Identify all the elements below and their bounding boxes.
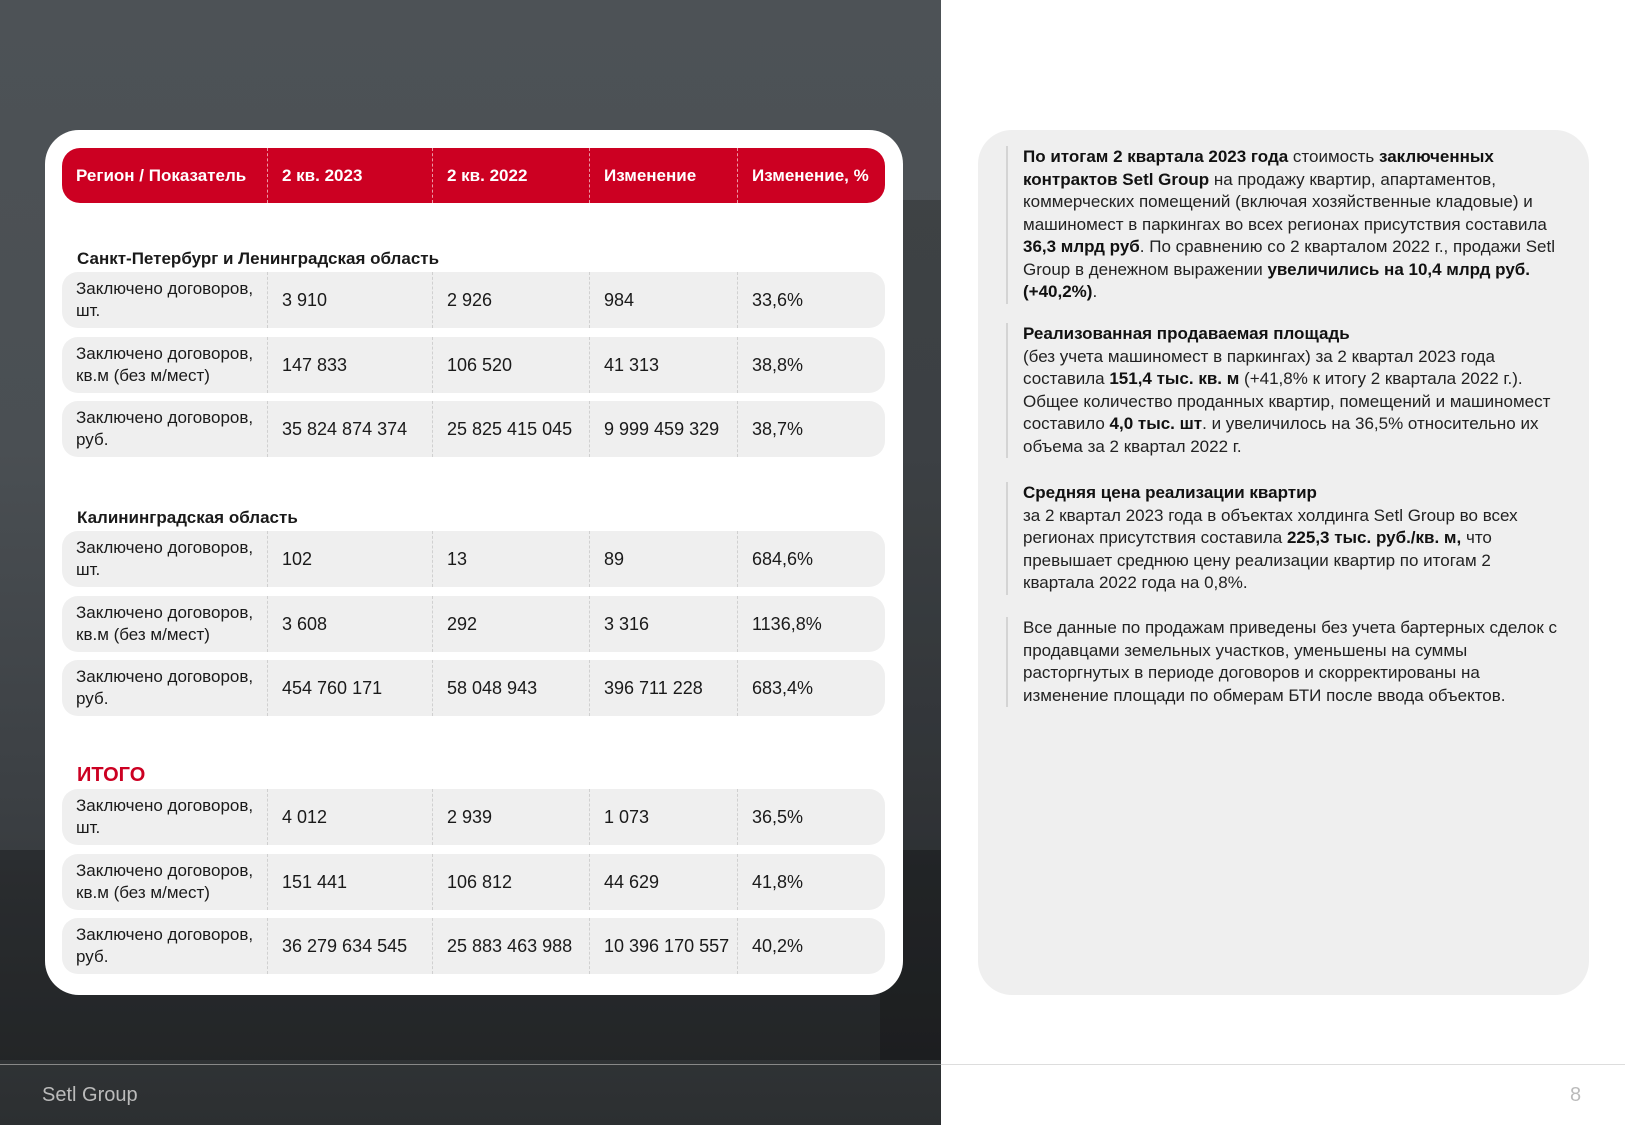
cell-change-pct: 33,6% — [737, 272, 803, 328]
cell-q2023: 147 833 — [267, 337, 347, 393]
text: (+41,8% к итогу 2 квартала 2022 г.). Общее количество проданных квартир, помещений и машиномест составило — [1023, 369, 1551, 433]
cell-q2022: 2 926 — [432, 272, 492, 328]
cell-change: 984 — [589, 272, 634, 328]
summary-paragraph-price — [1006, 482, 1566, 595]
cell-label: Заключено договоров, кв.м (без м/мест) — [76, 861, 254, 902]
table-row — [62, 918, 885, 974]
text: . По сравнению со 2 кварталом 2022 г., продажи Setl Group в денежном выражении — [1023, 237, 1555, 279]
cell-q2022: 106 812 — [432, 854, 512, 910]
section-title: ИТОГО — [77, 764, 146, 786]
text: . и увеличилось на 36,5% относительно их объема за 2 квартал 2022 г. — [1023, 414, 1539, 456]
text: Все данные по продажам приведены без учета бартерных сделок с продавцами земельных участков, уменьшены на суммы расторгнутых в периоде договоров и скорректированы на изменение площади по обмерам БТИ после ввода объектов. — [1023, 618, 1557, 705]
cell-q2022: 25 825 415 045 — [432, 401, 572, 457]
col-header-change: Изменение — [589, 148, 696, 203]
cell-change-pct: 684,6% — [737, 531, 813, 587]
table-row — [62, 596, 885, 652]
cell-q2022: 106 520 — [432, 337, 512, 393]
bold-text: 225,3 тыс. руб./кв. м, — [1286, 528, 1462, 547]
cell-change: 89 — [589, 531, 624, 587]
cell-label: Заключено договоров, кв.м (без м/мест) — [76, 603, 254, 644]
section-title: Калининградская область — [77, 508, 298, 527]
cell-change: 10 396 170 557 — [589, 918, 729, 974]
bold-text: 151,4 тыс. кв. м — [1109, 369, 1240, 388]
cell-q2022: 25 883 463 988 — [432, 918, 572, 974]
cell-q2023: 3 608 — [267, 596, 327, 652]
bold-text: заключенных контрактов Setl Group — [1023, 147, 1494, 189]
cell-q2023: 36 279 634 545 — [267, 918, 407, 974]
cell-q2023: 454 760 171 — [267, 660, 382, 716]
cell-label: Заключено договоров, руб. — [76, 408, 254, 449]
table-row — [62, 854, 885, 910]
text: что превышает среднюю цену реализации квартир по итогам 2 квартала 2022 года на 0,8%. — [1023, 528, 1492, 592]
bold-text: Реализованная продаваемая площадь — [1023, 324, 1350, 343]
cell-change-pct: 38,8% — [737, 337, 803, 393]
cell-q2023: 4 012 — [267, 789, 327, 845]
cell-change: 396 711 228 — [589, 660, 703, 716]
table-row — [62, 531, 885, 587]
table-row — [62, 789, 885, 845]
table-row — [62, 660, 885, 716]
table-row — [62, 272, 885, 328]
bold-text: увеличились на 10,4 млрд руб. (+40,2%) — [1023, 259, 1530, 301]
cell-change: 44 629 — [589, 854, 659, 910]
cell-q2022: 292 — [432, 596, 477, 652]
cell-q2023: 151 441 — [267, 854, 347, 910]
bold-text: 4,0 тыс. шт — [1109, 414, 1203, 433]
cell-change-pct: 36,5% — [737, 789, 803, 845]
summary-panel — [978, 130, 1589, 995]
summary-paragraph-sales — [1006, 146, 1566, 304]
cell-label: Заключено договоров, руб. — [76, 925, 254, 966]
bold-text: По итогам 2 квартала 2023 года — [1023, 147, 1289, 166]
cell-change-pct: 40,2% — [737, 918, 803, 974]
cell-change: 1 073 — [589, 789, 649, 845]
bold-text: 36,3 млрд руб — [1023, 237, 1140, 256]
text: за 2 квартал 2023 года в объектах холдинга Setl Group во всех регионах присутствия составила — [1023, 505, 1518, 547]
cell-change-pct: 41,8% — [737, 854, 803, 910]
footer-divider-dark — [0, 1064, 941, 1065]
table-header — [62, 148, 885, 203]
table-row — [62, 337, 885, 393]
cell-change: 9 999 459 329 — [589, 401, 719, 457]
section-title: Санкт-Петербург и Ленинградская область — [77, 249, 440, 268]
cell-label: Заключено договоров, шт. — [76, 796, 254, 837]
summary-paragraph-note — [1006, 617, 1566, 707]
cell-change: 3 316 — [589, 596, 649, 652]
col-header-q2022: 2 кв. 2022 — [432, 148, 527, 203]
bold-text: Средняя цена реализации квартир — [1023, 483, 1317, 502]
text: стоимость — [1288, 147, 1379, 166]
text: (без учета машиномест в паркингах) за 2 квартал 2023 года составила — [1023, 346, 1495, 388]
cell-label: Заключено договоров, кв.м (без м/мест) — [76, 344, 254, 385]
cell-q2022: 58 048 943 — [432, 660, 537, 716]
cell-label: Заключено договоров, шт. — [76, 279, 254, 320]
summary-paragraph-area — [1006, 323, 1566, 458]
cell-q2022: 2 939 — [432, 789, 492, 845]
col-header-change-pct: Изменение, % — [737, 148, 869, 203]
cell-q2023: 102 — [267, 531, 312, 587]
text: на продажу квартир, апартаментов, коммерческих помещений (включая хозяйственные кладовые) и машиномест в паркингах во всех регионах присутствия составила — [1023, 169, 1547, 234]
cell-change-pct: 38,7% — [737, 401, 803, 457]
footer-brand: Setl Group — [42, 1084, 138, 1106]
cell-label: Заключено договоров, шт. — [76, 538, 254, 579]
cell-q2022: 13 — [432, 531, 467, 587]
cell-q2023: 35 824 874 374 — [267, 401, 407, 457]
sales-table-card — [45, 130, 903, 995]
cell-q2023: 3 910 — [267, 272, 327, 328]
col-header-q2023: 2 кв. 2023 — [267, 148, 362, 203]
cell-label: Заключено договоров, руб. — [76, 667, 254, 708]
col-header-region: Регион / Показатель — [76, 165, 247, 185]
text: . — [1092, 282, 1098, 301]
table-row — [62, 401, 885, 457]
cell-change-pct: 1136,8% — [737, 596, 822, 652]
cell-change-pct: 683,4% — [737, 660, 813, 716]
page-number: 8 — [1570, 1084, 1582, 1106]
cell-change: 41 313 — [589, 337, 659, 393]
